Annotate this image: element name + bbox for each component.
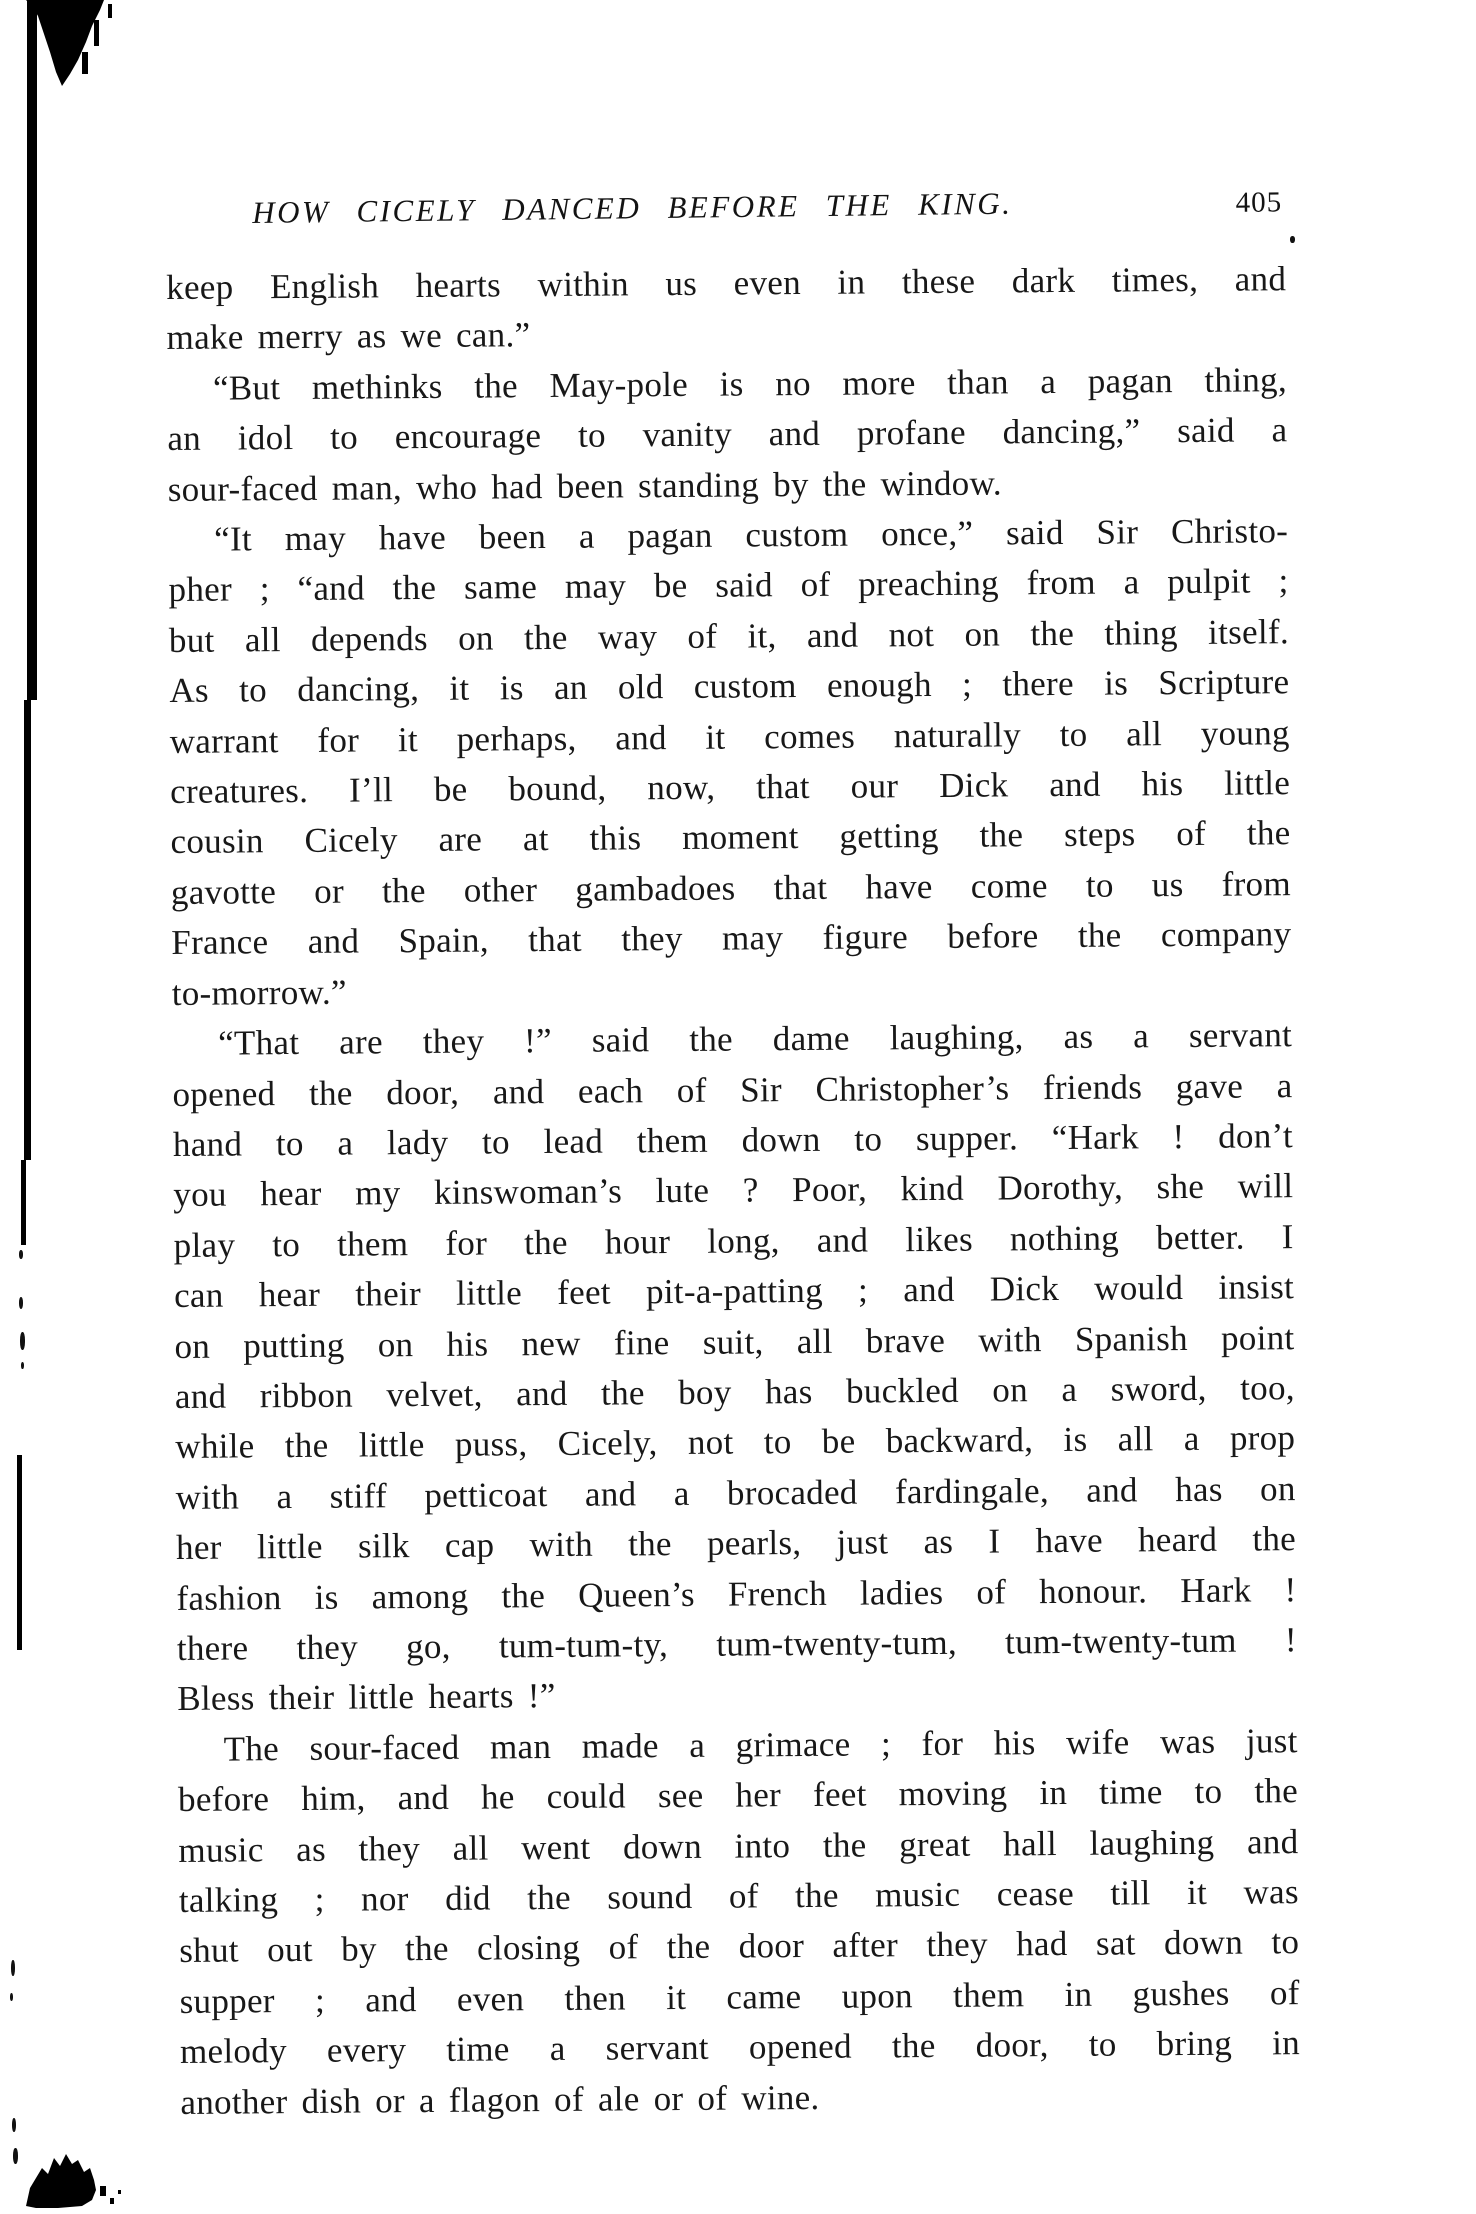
text-line: fashion is among the Queen’s French ladies of honour. Hark ! [176, 1569, 1297, 1618]
text-line: sour-faced man, who had been standing by the window. [167, 463, 1002, 509]
text-line: can hear their little feet pit-a-patting ; and Dick would insist [173, 1267, 1295, 1316]
text-line: “That are they !” said the dame laughing, as a servant [217, 1015, 1293, 1063]
page-title: HOW CICELY DANCED BEFORE THE KING. [251, 185, 1013, 230]
text-line: keep English hearts within us even in these dark times, and [166, 259, 1287, 307]
scan-speck [20, 1332, 25, 1350]
paragraph [167, 355, 1288, 515]
text-line: “It may have been a pagan custom once,” said Sir Christo- [214, 511, 1289, 559]
scan-speck [1290, 236, 1295, 243]
paragraph [166, 254, 1287, 364]
text-line: pher ; “and the same may be said of preaching from a pulpit ; [168, 561, 1289, 610]
text-line: there they go, tum-tum-ty, tum-twenty-tum, tum-twenty-tum ! [176, 1620, 1298, 1668]
text-line: on putting on his new fine suit, all brave with Spanish point [174, 1317, 1295, 1366]
text-line: creatures. I’ll be bound, now, that our Dick and his little [169, 763, 1291, 812]
scan-speck [21, 1362, 24, 1369]
text-line: another dish or a flagon of ale or of wine. [180, 2077, 820, 2122]
text-line: supper ; and even then it came upon them in gushes of [179, 1972, 1300, 2021]
scan-gutter-line-lower [21, 1160, 26, 1245]
page-number: 405 [1235, 186, 1283, 219]
text-line: As to dancing, it is an old custom enough ; there is Scripture [169, 662, 1290, 711]
text-line: you hear my kinswoman’s lute ? Poor, kind Dorothy, she will [173, 1166, 1294, 1215]
text-line: shut out by the closing of the door after they had sat down to [179, 1922, 1300, 1971]
scan-gutter-line-upper [27, 0, 37, 700]
text-line: France and Spain, that they may figure before the company [171, 914, 1292, 963]
text-line: warrant for it perhaps, and it comes naturally to all young [169, 712, 1290, 761]
text-line: make merry as we can.” [166, 315, 531, 358]
scan-speck [19, 1250, 23, 1259]
text-line: while the little puss, Cicely, not to be backward, is all a prop [175, 1418, 1296, 1467]
text-line: with a stiff petticoat and a brocaded fardingale, and has on [175, 1468, 1296, 1517]
paragraph [177, 1716, 1300, 2128]
text-line: to-morrow.” [171, 972, 347, 1013]
text-line: talking ; nor did the sound of the music cease till it was [178, 1872, 1299, 1920]
text-line: Bless their little hearts !” [177, 1676, 556, 1719]
text-line: and ribbon velvet, and the boy has buckled on a sword, too, [174, 1368, 1296, 1416]
text-line: cousin Cicely are at this moment getting the steps of the [170, 813, 1291, 862]
scan-gutter-line-bottom [17, 1455, 22, 1650]
running-header [166, 182, 1289, 256]
text-line: play to them for the hour long, and likes nothing better. I [173, 1216, 1294, 1265]
ink-blob-bottom-left [18, 2146, 128, 2214]
scan-speck [12, 2118, 16, 2132]
text-line: an idol to encourage to vanity and profane dancing,” said a [167, 410, 1288, 459]
scan-speck [19, 1297, 23, 1309]
text-line: her little silk cap with the pearls, just as I have heard the [175, 1519, 1297, 1568]
text-line: melody every time a servant opened the door, to bring in [179, 2023, 1301, 2072]
text-line: opened the door, and each of Sir Christopher’s friends gave a [172, 1065, 1293, 1114]
text-line: hand to a lady to lead them down to supper. “Hark ! don’t [172, 1116, 1294, 1164]
text-line: “But methinks the May-pole is no more than a pagan thing, [212, 360, 1288, 408]
text-line: gavotte or the other gambadoes that have come to us from [170, 864, 1292, 912]
text-line: but all depends on the way of it, and not on the thing itself. [168, 612, 1290, 660]
scan-speck [11, 1960, 15, 1976]
page-text [166, 254, 1301, 2128]
scan-gutter-line-mid [24, 700, 31, 1160]
scan-speck [10, 1993, 13, 2001]
text-line: music as they all went down into the great hall laughing and [178, 1821, 1299, 1870]
paragraph [172, 1010, 1298, 1724]
paragraph [168, 506, 1292, 1019]
text-line: The sour-faced man made a grimace ; for his wife was just [223, 1720, 1298, 1769]
text-line: before him, and he could see her feet moving in time to the [177, 1771, 1299, 1820]
